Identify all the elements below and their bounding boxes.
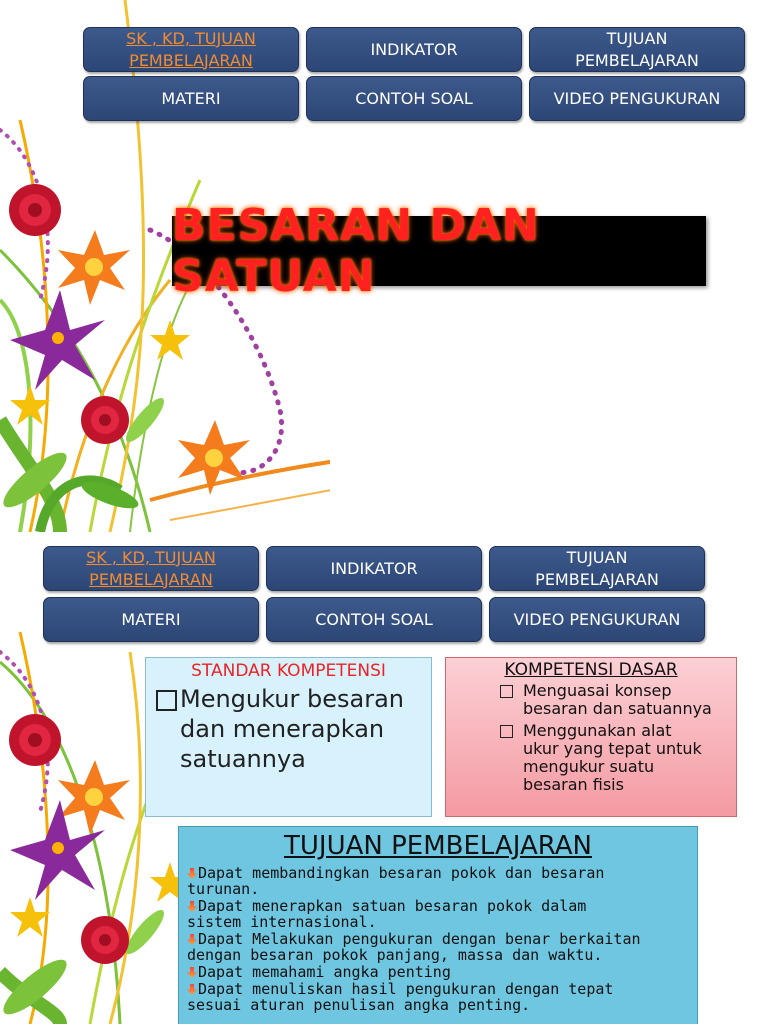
- nav-label: MATERI: [121, 609, 181, 629]
- list-item: [187, 865, 697, 897]
- kompetensi-dasar-title: KOMPETENSI DASAR: [504, 660, 678, 680]
- item-text-line: besaran fisis: [523, 775, 624, 794]
- nav-label: INDIKATOR: [370, 39, 458, 59]
- item-text-line: besaran dan satuannya: [523, 699, 712, 718]
- item-text-line: turunan.: [187, 880, 260, 898]
- slide-title-text: BESARAN DAN SATUAN: [172, 200, 540, 302]
- kompetensi-dasar-box: [445, 657, 737, 817]
- item-text-line: Dapat memahami angka penting: [198, 963, 451, 981]
- nav-button-video-pengukuran[interactable]: [529, 76, 745, 121]
- list-item: [496, 722, 736, 794]
- standar-kompetensi-box: [145, 657, 432, 817]
- nav-label: VIDEO PENGUKURAN: [513, 609, 681, 629]
- item-text-line: Menggunakan alat: [523, 721, 672, 740]
- nav-label-line: PEMBELAJARAN: [129, 50, 253, 70]
- nav-label-line: PEMBELAJARAN: [575, 50, 699, 70]
- arrow-down-icon: [187, 901, 197, 912]
- list-item: [187, 931, 697, 963]
- arrow-down-icon: [187, 984, 197, 995]
- item-text-line: sesuai aturan penulisan angka penting.: [187, 996, 531, 1014]
- item-text-line: satuannya: [180, 745, 306, 773]
- nav-label: INDIKATOR: [330, 558, 418, 578]
- nav-button-sk-kd-tujuan[interactable]: [83, 27, 299, 72]
- standar-kompetensi-item: [146, 681, 431, 774]
- item-text-line: Dapat menuliskan hasil pengukuran dengan tepat: [198, 980, 614, 998]
- nav-button-indikator[interactable]: [306, 27, 522, 72]
- checkbox-icon: [500, 725, 513, 738]
- nav-button-indikator[interactable]: [266, 546, 482, 591]
- checkbox-icon: [156, 690, 177, 711]
- nav-label: VIDEO PENGUKURAN: [553, 88, 721, 108]
- nav-button-contoh-soal[interactable]: [266, 597, 482, 642]
- nav-button-video-pengukuran[interactable]: [489, 597, 705, 642]
- item-text-line: mengukur suatu: [523, 757, 655, 776]
- tujuan-pembelajaran-box: [178, 826, 698, 1024]
- nav-label-line: TUJUAN: [606, 28, 668, 48]
- item-text-line: Dapat menerapkan satuan besaran pokok dalam: [198, 897, 587, 915]
- item-text-line: dan menerapkan: [180, 715, 385, 743]
- nav-button-materi[interactable]: [83, 76, 299, 121]
- list-item: [187, 898, 697, 930]
- nav-label-line: PEMBELAJARAN: [89, 569, 213, 589]
- item-text-line: Dapat membandingkan besaran pokok dan besaran: [198, 864, 605, 882]
- tujuan-pembelajaran-title: TUJUAN PEMBELAJARAN: [283, 831, 593, 861]
- item-text-line: Menguasai konsep: [523, 681, 672, 700]
- checkbox-icon: [500, 685, 513, 698]
- nav-button-tujuan-pembelajaran[interactable]: [529, 27, 745, 72]
- nav-label: CONTOH SOAL: [355, 88, 473, 108]
- arrow-down-icon: [187, 934, 197, 945]
- item-text-line: ukur yang tepat untuk: [523, 739, 702, 758]
- nav-button-sk-kd-tujuan[interactable]: [43, 546, 259, 591]
- item-text-line: Dapat Melakukan pengukuran dengan benar berkaitan: [198, 930, 641, 948]
- item-text-line: sistem internasional.: [187, 913, 377, 931]
- nav-button-tujuan-pembelajaran[interactable]: [489, 546, 705, 591]
- nav-label-line: PEMBELAJARAN: [535, 569, 659, 589]
- standar-kompetensi-title: STANDAR KOMPETENSI: [191, 661, 386, 681]
- item-text-line: Mengukur besaran: [180, 685, 404, 713]
- nav-label-line: TUJUAN: [566, 547, 628, 567]
- nav-label: MATERI: [161, 88, 221, 108]
- list-item: [496, 682, 736, 718]
- item-text-line: dengan besaran pokok panjang, massa dan waktu.: [187, 946, 603, 964]
- list-item: [187, 964, 697, 980]
- nav-label-line: SK , KD, TUJUAN: [86, 547, 216, 567]
- title-banner: [172, 200, 706, 302]
- nav-button-contoh-soal[interactable]: [306, 76, 522, 121]
- arrow-down-icon: [187, 868, 197, 879]
- list-item: [187, 981, 697, 1013]
- slide-kompetensi: [0, 532, 768, 1024]
- nav-label-line: SK , KD, TUJUAN: [126, 28, 256, 48]
- nav-label: CONTOH SOAL: [315, 609, 433, 629]
- arrow-down-icon: [187, 967, 197, 978]
- nav-button-materi[interactable]: [43, 597, 259, 642]
